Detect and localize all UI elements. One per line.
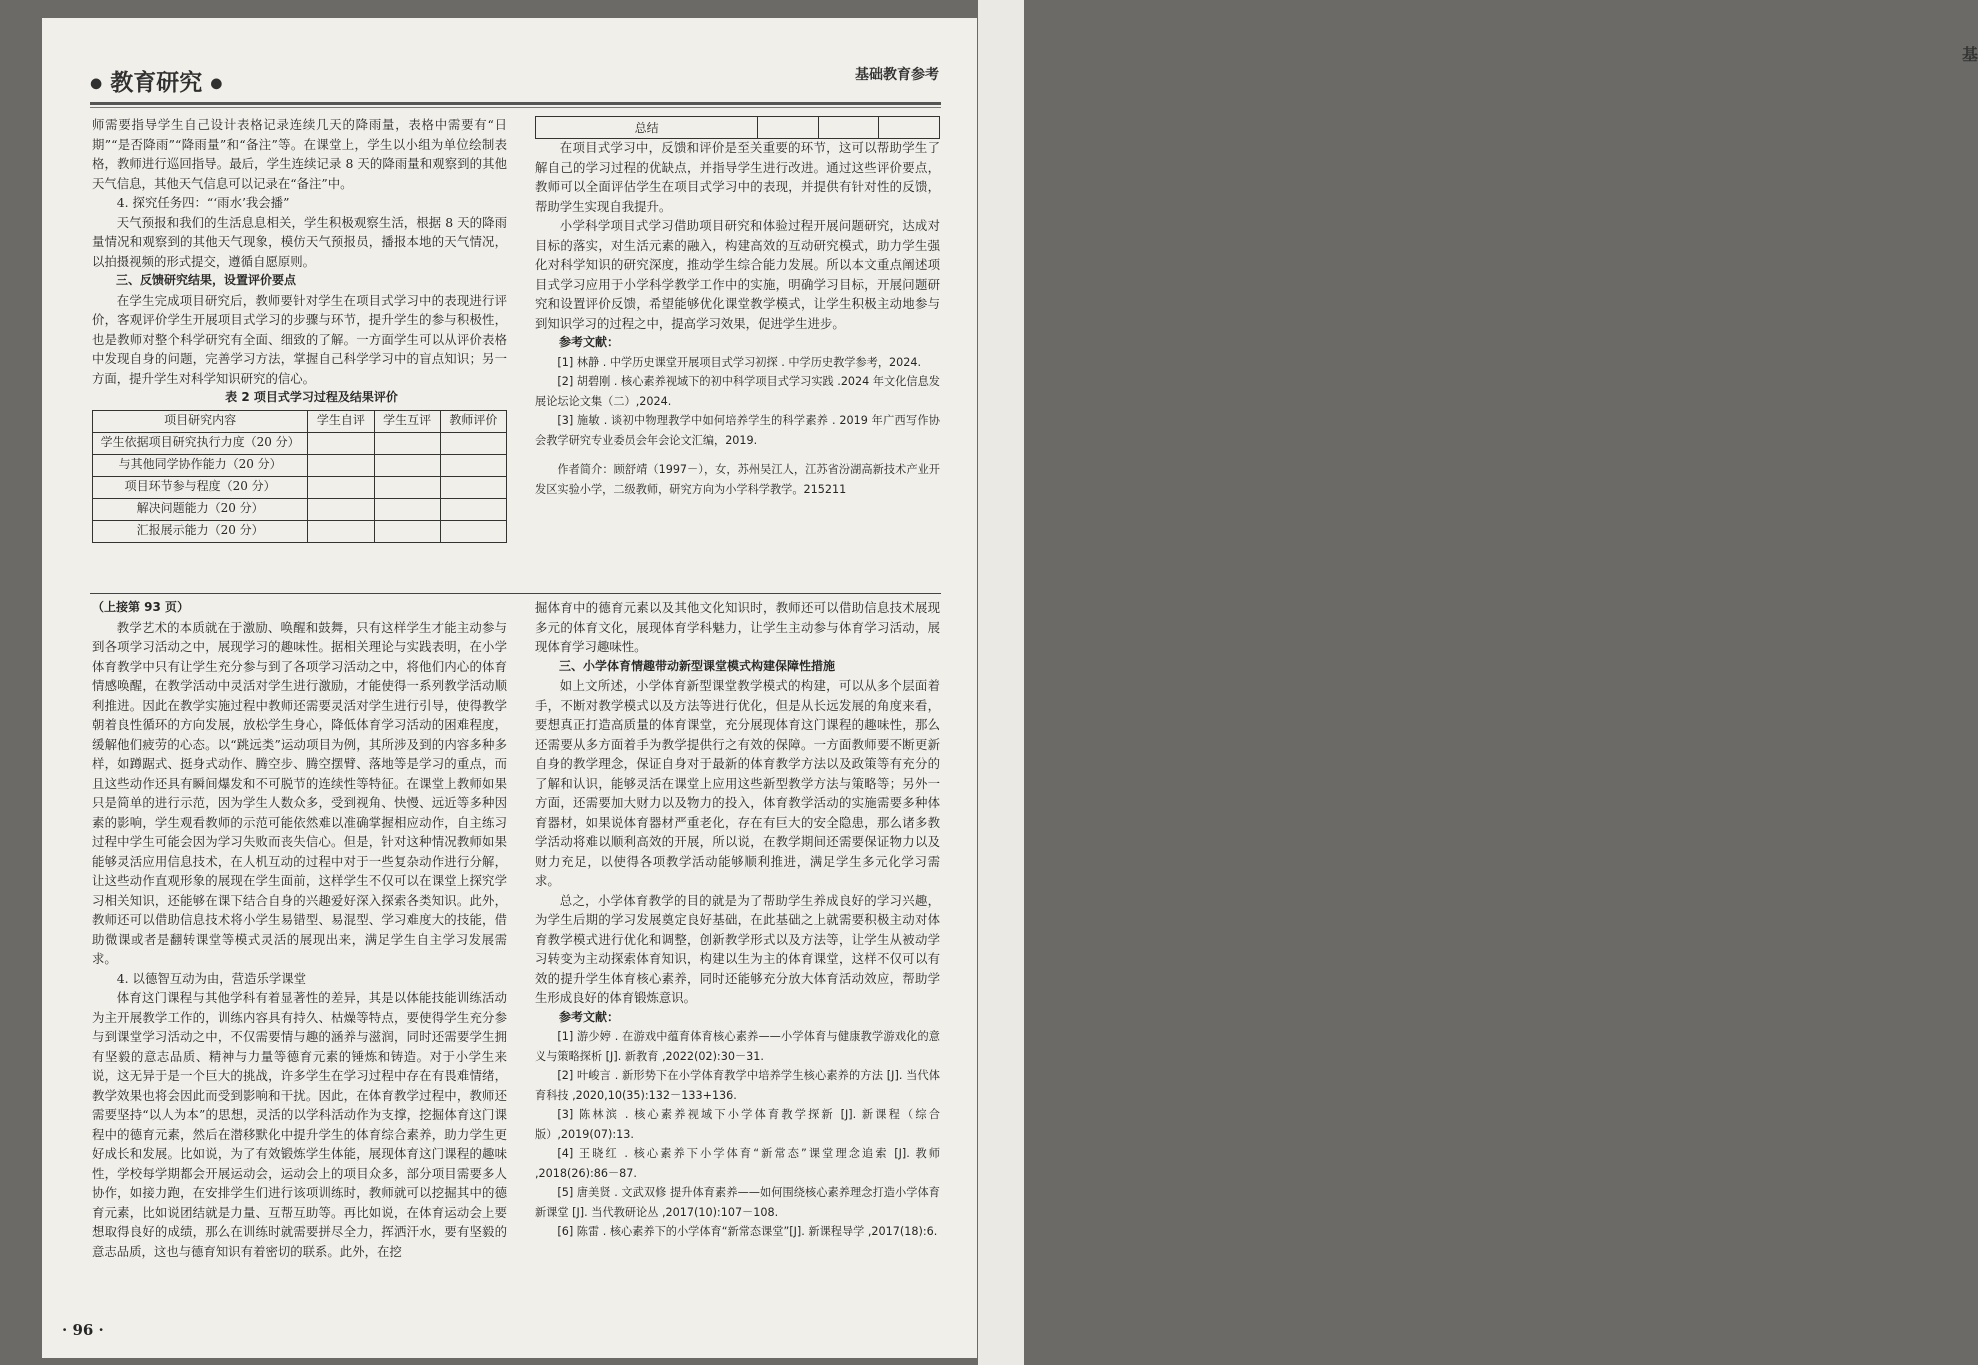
paragraph: 在项目式学习中，反馈和评价是至关重要的环节，这可以帮助学生了解自己的学习过程的优缺点，并指导学生进行改进。通过这些评价要点，教师可以全面评估学生在项目式学习中的表现，并提供有针对性的反馈，帮助学生实现自我提升。	[535, 140, 940, 214]
reference-item: [1] 林静 . 中学历史课堂开展项目式学习初探 . 中学历史教学参考，2024.	[557, 355, 922, 369]
table-cell: 汇报展示能力（20 分）	[93, 520, 308, 542]
table-cell: 学生依据项目研究执行力度（20 分）	[93, 432, 308, 454]
subheading: 4. 探究任务四：“‘雨水’我会播”	[116, 195, 290, 210]
reference-item: [2] 胡碧刚 . 核心素养视域下的初中科学项目式学习实践 .2024 年文化信息发展论坛论文集（二）,2024.	[535, 375, 940, 408]
table-row	[93, 432, 507, 454]
header-rule-thin	[90, 107, 941, 108]
references-heading: 参考文献：	[559, 335, 620, 349]
table-row	[536, 117, 940, 139]
reference-item: [4] 王晓红 . 核心素养下小学体育“新常态”课堂理念追索 [J]. 教师 ,2018(26):86－87.	[535, 1147, 940, 1180]
paragraph: 教学艺术的本质就在于激励、唤醒和鼓舞，只有这样学生才能主动参与到各项学习活动之中，展现学习的趣味性。据相关理论与实践表明，在小学体育教学中只有让学生充分参与到了各项学习活动之中，将他们内心的体育情感唤醒，在教学活动中灵活对学生进行激励，才能使得一系列教学活动顺利推进。因此在教学实施过程中教师还需要灵活对学生进行引导，使得教学朝着良性循环的方向发展，放松学生身心，降低体育学习活动的困难程度，缓解他们疲劳的心态。以“跳远类”运动项目为例，其所涉及到的内容多种多样，如蹲踞式、挺身式动作、腾空步、腾空摆臂、落地等是学习的重点，而且这些动作还具有瞬间爆发和不可脱节的连续性等特征。在课堂上教师如果只是简单的进行示范，因为学生人数众多，受到视角、快慢、远近等多种因素的影响，学生观看教师的示范可能依然难以准确掌握相应动作，自主练习过程中学生可能会因为学习失败而丧失信心。但是，针对这种情况教师如果能够灵活应用信息技术，在人机互动的过程中对于一些复杂动作进行分解，让这些动作直观形象的展现在学生面前，这样学生不仅可以在课堂上探究学习相关知识，还能够在课下结合自身的兴趣爱好深入探索各类知识。此外，教师还可以借助信息技术将小学生易错型、易混型、学习难度大的技能，借助微课或者是翻转课堂等模式灵活的展现出来，满足学生自主学习发展需求。	[92, 619, 507, 966]
table-header-cell: 项目研究内容	[93, 410, 308, 432]
summary-table	[535, 116, 940, 139]
table-header-cell: 学生互评	[374, 410, 440, 432]
paragraph: 小学科学项目式学习借助项目研究和体验过程开展问题研究，达成对目标的落实，对生活元素的融入，构建高效的互动研究模式，助力学生强化对科学知识的研究深度，推动学生综合能力发展。所以本文重点阐述项目式学习应用于小学科学教学工作中的实施，明确学习目标，开展问题研究和设置评价反馈，希望能够优化课堂教学模式，让学生积极主动地参与到知识学习的过程之中，提高学习效果，促进学生进步。	[535, 218, 940, 331]
table-header-cell: 教师评价	[440, 410, 506, 432]
bullet-icon: ●	[210, 75, 223, 92]
table-cell: 项目环节参与程度（20 分）	[93, 476, 308, 498]
paragraph: 掘体育中的德育元素以及其他文化知识时，教师还可以借助信息技术展现多元的体育文化，展现体育学科魅力，让学生主动参与体育学习活动，展现体育学习趣味性。	[535, 600, 940, 654]
section-title: 教育研究	[110, 70, 203, 96]
subheading: 4. 以德智互动为由，营造乐学课堂	[116, 970, 307, 986]
left-bottom-column	[92, 598, 507, 1261]
header-rule	[90, 102, 941, 105]
paragraph: 天气预报和我们的生活息息相关，学生积极观察生活，根据 8 天的降雨量情况和观察到的其他天气现象，模仿天气预报员，播报本地的天气情况，以拍摄视频的形式提交，遵循自愿原则。	[92, 214, 507, 269]
page-number: · 96 ·	[62, 1321, 104, 1339]
paragraph: 如上文所述，小学体育新型课堂教学模式的构建，可以从多个层面着手，不断对教学模式以及方法等进行优化，但是从长远发展的角度来看，要想真正打造高质量的体育课堂，充分展现体育这门课程的趣味性，那么还需要从多方面着手为教学提供行之有效的保障。一方面教师要不断更新自身的教学理念，保证自身对于最新的体育教学方法以及政策等有充分的了解和认识，能够灵活在课堂上应用这些新型教学方法与策略等；另外一方面，还需要加大财力以及物力的投入，体育教学活动的实施需要多种体育器材，如果说体育器材严重老化，存在有巨大的安全隐患，那么诸多教学活动将难以顺利高效的开展，所以说，在教学期间还需要保证物力以及财力充足，以使得各项教学活动能够顺利推进，满足学生多元化学习需求。	[535, 678, 940, 888]
journal-title: 基础教育参考	[855, 67, 939, 83]
reference-item: [2] 叶峻言 . 新形势下在小学体育教学中培养学生核心素养的方法 [J]. 当代体育科技 ,2020,10(35):132－133+136.	[535, 1069, 940, 1102]
table-cell: 与其他同学协作能力（20 分）	[93, 454, 308, 476]
article-separator	[90, 593, 941, 594]
section-header	[90, 64, 222, 97]
right-top-column	[535, 138, 940, 499]
table-header-row	[93, 410, 507, 432]
reference-item: [1] 游少婷 . 在游戏中蕴育体育核心素养——小学体育与健康教学游戏化的意义与策略探析 [J]. 新教育 ,2022(02):30－31.	[535, 1030, 940, 1063]
table-row	[93, 476, 507, 498]
table-cell: 解决问题能力（20 分）	[93, 498, 308, 520]
adjacent-page-header-char: 基	[1962, 45, 1978, 64]
paragraph: 在学生完成项目研究后，教师要针对学生在项目式学习中的表现进行评价，客观评价学生开展项目式学习的步骤与环节，提升学生的参与积极性，也是教师对整个科学研究有全面、细致的了解。一方面学生可以从评价表格中发现自身的问题，完善学习方法，掌握自己科学学习中的盲点知识；另一方面，提升学生对科学知识研究的信心。	[92, 292, 507, 386]
table-header-cell: 学生自评	[308, 410, 374, 432]
section-heading: 三、小学体育情趣带动新型课堂模式构建保障性措施	[559, 658, 836, 673]
references-heading: 参考文献：	[559, 1009, 620, 1024]
paragraph: 总之，小学体育教学的目的就是为了帮助学生养成良好的学习兴趣，为学生后期的学习发展奠定良好基础，在此基础之上就需要积极主动对体育教学模式进行优化和调整，创新教学形式以及方法等，让学生从被动学习转变为主动探索体育知识，构建以生为主的体育课堂，这样不仅可以有效的提升学生体育核心素养，同时还能够充分放大体育活动效应，帮助学生形成良好的体育锻炼意识。	[535, 892, 940, 1005]
table-row	[93, 498, 507, 520]
table-title: 表 2 项目式学习过程及结果评价	[225, 390, 398, 404]
bullet-icon: ●	[90, 75, 103, 92]
author-bio: 作者简介：顾舒靖（1997－），女，苏州吴江人，江苏省汾湖高新技术产业开发区实验小学，二级教师，研究方向为小学科学教学。215211	[535, 463, 940, 496]
continuation-note: （上接第 93 页）	[92, 600, 190, 614]
paragraph: 师需要指导学生自己设计表格记录连续几天的降雨量，表格中需要有“日期”“是否降雨”“降雨量”和“备注”等。在课堂上，学生以小组为单位绘制表格，教师进行巡回指导。最后，学生连续记录 8 天的降雨量和观察到的其他天气信息，其他天气信息可以记录在“备注”中。	[92, 117, 507, 191]
adjacent-page-edge	[978, 0, 1978, 1365]
paragraph: 体育这门课程与其他学科有着显著性的差异，其是以体能技能训练活动为主开展教学工作的，训练内容具有持久、枯燥等特点，要使得学生充分参与到课堂学习活动之中，不仅需要情与趣的涵养与滋润，同时还需要学生拥有坚毅的意志品质、精神与力量等德育元素的锤炼和铸造。对于小学生来说，这无异于是一个巨大的挑战，许多学生在学习过程中存在有畏难情绪，教学效果也将会因此而受到影响和干扰。因此，在体育教学过程中，教师还需要坚持“以人为本”的思想，灵活的以学科活动作为支撑，挖掘体育这门课程中的德育元素，然后在潜移默化中提升学生的体育综合素养，助力学生更好成长和发展。比如说，为了有效锻炼学生体能，展现体育这门课程的趣味性，学校每学期都会开展运动会，运动会上的项目众多，部分项目需要多人协作，如接力跑，在安排学生们进行该项训练时，教师就可以挖掘其中的德育元素，比如说团结就是力量、互帮互助等。再比如说，在体育运动会上要想取得良好的成绩，那么在训练时就需要拼尽全力，挥洒汗水，要有坚毅的意志品质，这也与德育知识有着密切的联系。此外，在挖	[92, 990, 507, 1259]
reference-item: [5] 唐美贤 . 文武双修 提升体育素养——如何围绕核心素养理念打造小学体育新课堂 [J]. 当代教研论丛 ,2017(10):107－108.	[535, 1186, 940, 1219]
reference-item: [3] 陈林滨 . 核心素养视域下小学体育教学探新 [J]. 新课程（综合版）,2019(07):13.	[535, 1108, 940, 1141]
journal-page	[42, 18, 977, 1358]
table-row	[93, 454, 507, 476]
table-cell: 总结	[536, 117, 758, 139]
right-bottom-column	[535, 598, 940, 1242]
table-row	[93, 520, 507, 542]
left-top-column	[92, 115, 507, 543]
reference-item: [3] 施敏 . 谈初中物理教学中如何培养学生的科学素养 . 2019 年广西写作协会教学研究专业委员会年会论文汇编，2019.	[535, 414, 940, 447]
evaluation-table	[92, 410, 507, 543]
section-heading: 三、反馈研究结果，设置评价要点	[116, 273, 297, 287]
reference-item: [6] 陈雷 . 核心素养下的小学体育“新常态课堂”[J]. 新课程导学 ,2017(18):6.	[557, 1225, 938, 1238]
